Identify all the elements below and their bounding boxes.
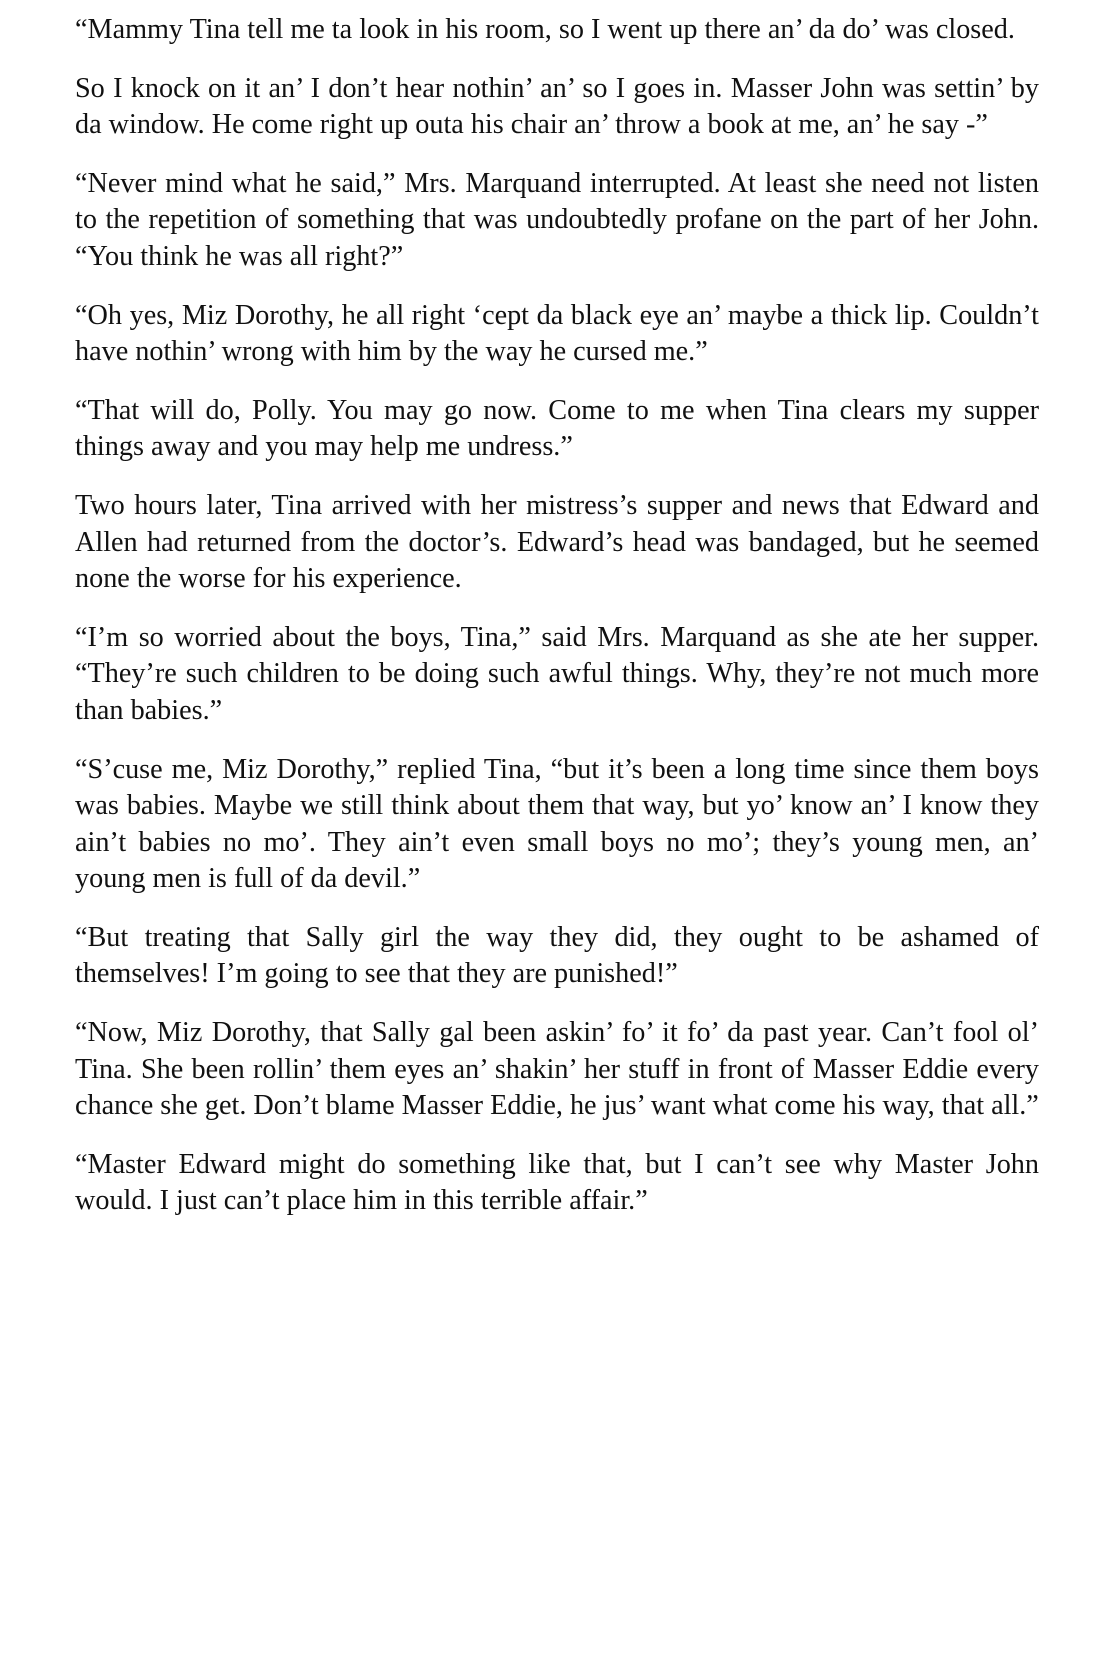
paragraph-2: So I knock on it an’ I don’t hear nothin’ an’ so I goes in. Masser John was settin’ by da window. He come right up outa his chair an’ throw a book at me, an’ he say -” — [75, 72, 1039, 141]
paragraph-7: “I’m so worried about the boys, Tina,” said Mrs. Marquand as she ate her supper. “They’re such children to be doing such awful things. Why, they’re not much more than babies.” — [75, 621, 1039, 726]
paragraph-10: “Now, Miz Dorothy, that Sally gal been askin’ fo’ it fo’ da past year. Can’t fool ol’ Tina. She been rollin’ them eyes an’ shakin’ her stuff in front of Masser Eddie every chance she get. Don’t blame Masser Eddie, he jus’ want what come his way, that all.” — [75, 1017, 1039, 1122]
paragraph-5: “That will do, Polly. You may go now. Come to me when Tina clears my supper things away and you may help me undress.” — [75, 394, 1039, 463]
paragraph-9: “But treating that Sally girl the way they did, they ought to be ashamed of themselves! I’m going to see that they are punished!” — [75, 921, 1039, 990]
paragraph-1: “Mammy Tina tell me ta look in his room, so I went up there an’ da do’ was closed. — [75, 14, 1015, 45]
paragraph-8: “S’cuse me, Miz Dorothy,” replied Tina, “but it’s been a long time since them boys was babies. Maybe we still think about them that way, but yo’ know an’ I know they ain’t babies no mo’. They ain’t even small boys no mo’; they’s young men, an’ young men is full of da devil.” — [75, 753, 1039, 895]
paragraph-6: Two hours later, Tina arrived with her mistress’s supper and news that Edward and Allen had returned from the doctor’s. Edward’s head was bandaged, but he seemed none the worse for his experience. — [75, 489, 1039, 595]
paragraph-11: “Master Edward might do something like that, but I can’t see why Master John would. I just can’t place him in this terrible affair.” — [75, 1148, 1039, 1217]
paragraph-3: “Never mind what he said,” Mrs. Marquand interrupted. At least she need not listen to the repetition of something that was undoubtedly profane on the part of her John. “You think he was all right?” — [75, 167, 1039, 272]
paragraph-4: “Oh yes, Miz Dorothy, he all right ‘cept da black eye an’ maybe a thick lip. Couldn’t have nothin’ wrong with him by the way he cursed me.” — [75, 299, 1039, 368]
document-page — [75, 12, 1039, 1242]
